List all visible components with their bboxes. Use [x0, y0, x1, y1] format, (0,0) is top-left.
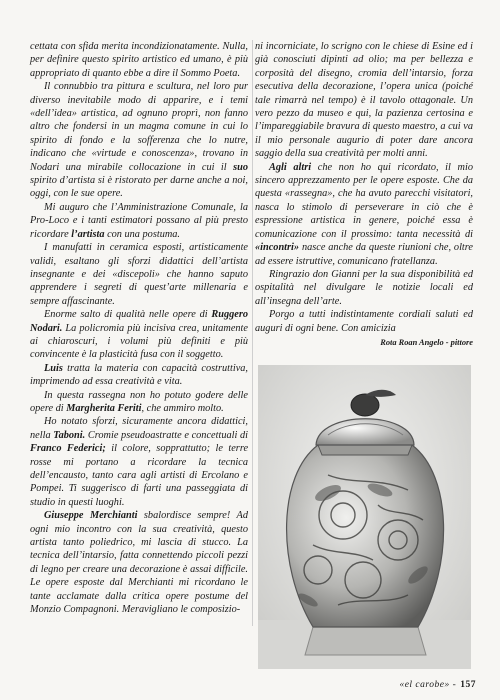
paragraph: [30, 80, 248, 201]
paragraph-text: tratta la materia con capacità costruttiva, imprimendo ad essa creatività e vita.: [30, 362, 248, 388]
paragraph-text: sbalordisce sempre! Ad ogni mio incontro con la sua creatività, questo artista tanto poliedrico, mi lascia di stucco. La tecnica dell’intarsio, fatta connettendo piccoli pezzi di legno per creare una decorazione è assai difficile. Le opere esposte dal Merchianti mi ricordano le tante acclamate dalla critica opere postume del Monzio Compagnoni. Meravigliano le composizio-: [30, 510, 249, 616]
paragraph: [30, 201, 248, 241]
paragraph-text: che non ho qui ricordato, il mio sincero apprezzamento per le opere esposte. Che da questa «rassegna», che ha avuto parecchi visitatori, nasca lo stimolo di perseverare in ciò che è espressione artistica in genere, poiché essa è comunicazione con il prossimo: tanta necessità di: [255, 161, 473, 240]
emphasis-text: Agli altri: [269, 161, 312, 173]
artist-name: Ruggero Nodari.: [30, 309, 249, 334]
artist-name: Giuseppe Merchianti: [44, 510, 138, 522]
paragraph: [30, 389, 248, 416]
paragraph: [255, 161, 473, 268]
paragraph-text: Il connubbio tra pittura e scultura, nel loro pur diverso inevitabile modo di apparire, e i temi «dell’idea» artistica, ad ognuno proprì, non fanno altro che fondersi in un magma comune in cui lo spirito di fondo e la sofferenza che lo nutre, indicano che «virtude e conoscenza», trovano in Nodari una mirabile collocazione in cui il: [30, 81, 248, 173]
paragraph-text: Mi auguro che l’Amministrazione Comunale, la Pro-Loco e i tanti estimatori possano al più presto ricordare: [30, 201, 248, 240]
paragraph-text: Porgo a tutti indistintamente cordiali saluti ed auguri di ogni bene. Con amicizia: [255, 309, 473, 334]
artist-name: Franco Federici;: [30, 443, 106, 455]
paragraph-text: cettata con sfida merita incondizionatamente. Nulla, per definire questo spirito artistico ed umano, è più appropriato di quanto ebbe a dire il Sommo Poeta.: [30, 41, 248, 79]
artist-name: Taboni.: [53, 429, 86, 441]
paragraph-text: Ringrazio don Gianni per la sua disponibilità ed ospitalità nel divulgare le notizie locali ed all’insegna dell’arte.: [255, 268, 473, 307]
paragraph-text: Enorme salto di qualità nelle opere di: [44, 309, 208, 321]
vase-illustration: [258, 365, 471, 669]
paragraph-text: Ho notato sforzi, sicuramente ancora didattici, nella: [30, 416, 248, 441]
paragraph-text: , che ammiro molto.: [141, 402, 224, 414]
emphasis-text: l’artista: [71, 228, 105, 240]
ceramic-vase-photo: [258, 365, 471, 669]
paragraph-text: La policromia più incisiva crea, unitamente ai chiaroscuri, i volumi più definiti e più convincente è la plasticità fusa con il soggetto.: [30, 322, 248, 361]
paragraph: [30, 509, 248, 616]
paragraph-text: spirito d’artista si è ristorato per darne anche a noi, oggi, con le sue opere.: [30, 175, 248, 200]
paragraph-text: I manufatti in ceramica esposti, artisticamente validi, esaltano gli sforzi didattici dell’artista insegnante e dei «discepoli» che hanno saputo apprendere i segreti di quest’arte millenaria e sempre affascinante.: [30, 242, 248, 307]
emphasis-text: «incontri»: [255, 242, 300, 254]
paragraph-text: con una postuma.: [107, 228, 180, 240]
artist-name: Margherita Feriti: [66, 402, 142, 414]
page-number: 157: [460, 680, 476, 690]
left-column: [30, 40, 248, 616]
paragraph-text: Cromie pseudoastratte e concettuali di: [87, 429, 249, 441]
magazine-name: «el carobe» -: [399, 680, 457, 690]
author-signature: Rota Roan Angelo - pittore: [380, 337, 473, 347]
paragraph-text: ni incorniciate, lo scrigno con le chiese di Esine ed i già conosciuti dipinti ad olio; ma per bellezza e corposità del disegno, cromia dell’intarsio, forza esecutiva della decorazione, l’opera unica (poiché tale rimarrà nel tempo) è il tavolo ottagonale. Un vero pezzo da museo e qui, la pazienza certosina e l’impareggiabile bravura di questo maestro, a cui va il mio personale augurio di poter dare ancora saggio della sua creatività per molti anni.: [255, 41, 473, 160]
paragraph: [30, 415, 248, 509]
paragraph: [255, 268, 473, 308]
paragraph: [30, 362, 248, 389]
paragraph: [30, 40, 248, 80]
paragraph: [30, 241, 248, 308]
paragraph: [255, 308, 473, 335]
paragraph-text: il colore, sopprattutto; le terre rosse mi portano a ricordare la tecnica dell’encausto, tanto cara agli artisti di Ercolano e Pompei. Ti suggerisco di farti una passeggiata di studio in questi luoghi.: [30, 443, 249, 508]
page-footer: [399, 680, 476, 690]
paragraph: [30, 308, 248, 362]
artist-name: Luis: [44, 362, 63, 374]
paragraph-text: In questa rassegna non ho potuto godere delle opere di: [30, 389, 248, 414]
paragraph: [255, 40, 473, 161]
paragraph-text: nasce anche da queste riunioni che, oltre ad essere istruttive, comunicano fratellanza.: [255, 242, 473, 267]
emphasis-text: suo: [233, 161, 248, 173]
right-column: [255, 40, 473, 349]
